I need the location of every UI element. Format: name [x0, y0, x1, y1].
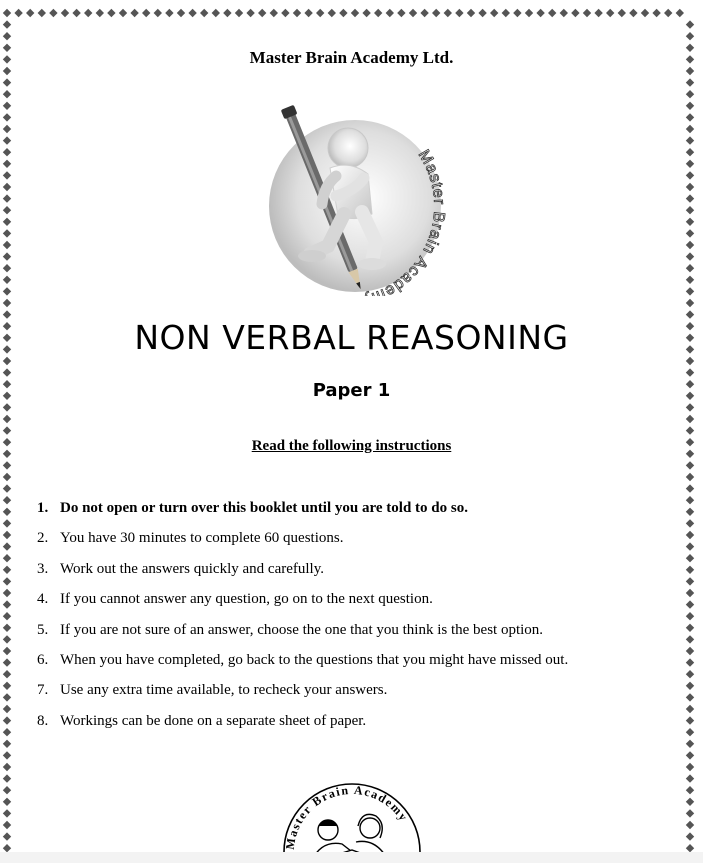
instruction-number: 2. — [37, 530, 49, 547]
border-diamond — [686, 798, 694, 806]
border-diamond — [14, 9, 22, 17]
footer-logo — [272, 780, 432, 863]
border-diamond — [119, 9, 127, 17]
border-diamond — [258, 9, 266, 17]
pencil-figure-icon — [240, 96, 460, 296]
instruction-text: Use any extra time available, to recheck your answers. — [60, 682, 388, 699]
border-diamond — [618, 9, 626, 17]
border-diamond — [686, 299, 694, 307]
border-diamond — [571, 9, 579, 17]
border-diamond — [686, 763, 694, 771]
border-diamond — [686, 809, 694, 817]
border-diamond — [3, 542, 11, 550]
border-diamond — [560, 9, 568, 17]
instruction-item — [37, 678, 687, 708]
border-diamond — [432, 9, 440, 17]
border-diamond — [61, 9, 69, 17]
border-diamond — [328, 9, 336, 17]
border-diamond — [3, 484, 11, 492]
border-diamond — [130, 9, 138, 17]
border-diamond — [293, 9, 301, 17]
instruction-number: 6. — [37, 651, 49, 668]
border-diamond — [72, 9, 80, 17]
border-diamond — [444, 9, 452, 17]
border-diamond — [3, 206, 11, 214]
border-diamond — [3, 252, 11, 260]
border-diamond — [686, 160, 694, 168]
instruction-text: Workings can be done on a separate sheet of paper. — [60, 712, 367, 729]
border-diamond — [3, 241, 11, 249]
paper-number: Paper 1 — [312, 380, 391, 401]
border-diamond — [686, 832, 694, 840]
border-diamond — [3, 183, 11, 191]
border-diamond — [420, 9, 428, 17]
border-diamond — [3, 508, 11, 516]
border-diamond — [686, 32, 694, 40]
instructions-heading: Read the following instructions — [251, 438, 452, 454]
border-diamond — [686, 67, 694, 75]
border-diamond — [3, 125, 11, 133]
border-diamond — [3, 531, 11, 539]
border-diamond — [3, 264, 11, 272]
border-diamond — [3, 276, 11, 284]
border-diamond — [3, 589, 11, 597]
border-diamond — [3, 728, 11, 736]
border-diamond — [686, 751, 694, 759]
border-diamond — [3, 832, 11, 840]
border-diamond — [3, 415, 11, 423]
border-diamond — [686, 508, 694, 516]
instruction-number: 5. — [37, 621, 49, 638]
border-diamond — [641, 9, 649, 17]
border-diamond — [686, 705, 694, 713]
border-diamond — [3, 113, 11, 121]
border-diamond — [3, 670, 11, 678]
border-diamond — [386, 9, 394, 17]
border-diamond — [536, 9, 544, 17]
border-diamond — [3, 32, 11, 40]
border-diamond — [374, 9, 382, 17]
border-diamond — [3, 67, 11, 75]
border-diamond — [3, 403, 11, 411]
border-diamond — [686, 612, 694, 620]
border-diamond — [3, 635, 11, 643]
border-diamond — [686, 740, 694, 748]
instruction-text: If you are not sure of an answer, choose the one that you think is the best option. — [60, 621, 544, 638]
border-diamond — [513, 9, 521, 17]
border-diamond — [3, 612, 11, 620]
border-diamond — [686, 125, 694, 133]
border-diamond — [188, 9, 196, 17]
border-diamond — [3, 148, 11, 156]
border-diamond — [686, 821, 694, 829]
border-diamond — [84, 9, 92, 17]
border-diamond — [3, 299, 11, 307]
border-diamond — [594, 9, 602, 17]
border-diamond — [686, 519, 694, 527]
instruction-item — [37, 526, 687, 556]
border-diamond — [49, 9, 57, 17]
border-diamond — [686, 577, 694, 585]
border-diamond — [686, 357, 694, 365]
border-diamond — [686, 542, 694, 550]
border-diamond — [686, 229, 694, 237]
instruction-item — [37, 618, 687, 648]
border-diamond — [3, 693, 11, 701]
border-diamond — [235, 9, 243, 17]
border-diamond — [686, 728, 694, 736]
border-diamond — [686, 171, 694, 179]
border-diamond — [686, 774, 694, 782]
border-diamond — [3, 658, 11, 666]
border-diamond — [3, 566, 11, 574]
border-diamond — [3, 798, 11, 806]
instructions-list — [37, 496, 687, 739]
border-diamond — [212, 9, 220, 17]
border-diamond — [686, 78, 694, 86]
border-diamond — [686, 241, 694, 249]
border-diamond — [3, 600, 11, 608]
border-diamond — [3, 786, 11, 794]
border-diamond — [200, 9, 208, 17]
border-diamond — [490, 9, 498, 17]
border-diamond — [686, 693, 694, 701]
border-diamond — [3, 577, 11, 585]
border-diamond — [3, 78, 11, 86]
border-diamond — [177, 9, 185, 17]
border-diamond — [270, 9, 278, 17]
instruction-item — [37, 587, 687, 617]
border-diamond — [686, 484, 694, 492]
border-diamond — [107, 9, 115, 17]
border-diamond — [3, 705, 11, 713]
border-diamond — [686, 20, 694, 28]
border-diamond — [686, 368, 694, 376]
border-diamond — [3, 809, 11, 817]
border-diamond — [397, 9, 405, 17]
instruction-number: 8. — [37, 712, 49, 729]
border-diamond — [3, 357, 11, 365]
border-diamond — [362, 9, 370, 17]
border-diamond — [686, 624, 694, 632]
mascot-arc-text: Master Brain Academ — [368, 147, 448, 296]
bottom-bar — [0, 852, 703, 863]
border-diamond — [686, 554, 694, 562]
border-diamond — [3, 287, 11, 295]
border-diamond — [316, 9, 324, 17]
page-title: NON VERBAL REASONING — [134, 318, 569, 357]
border-diamond — [165, 9, 173, 17]
children-reading-icon — [272, 780, 432, 863]
instruction-number: 4. — [37, 591, 49, 608]
border-diamond — [223, 9, 231, 17]
instruction-item — [37, 557, 687, 587]
border-diamond — [686, 589, 694, 597]
border-diamond — [686, 716, 694, 724]
border-diamond — [686, 218, 694, 226]
border-diamond — [686, 658, 694, 666]
border-diamond — [281, 9, 289, 17]
border-diamond — [606, 9, 614, 17]
instruction-text: Work out the answers quickly and carefully. — [60, 560, 324, 577]
border-diamond — [686, 566, 694, 574]
border-diamond — [686, 148, 694, 156]
border-diamond — [3, 136, 11, 144]
border-diamond — [583, 9, 591, 17]
border-diamond — [96, 9, 104, 17]
border-diamond — [686, 287, 694, 295]
border-diamond — [686, 600, 694, 608]
border-diamond — [686, 786, 694, 794]
border-diamond — [686, 264, 694, 272]
border-diamond — [686, 461, 694, 469]
border-diamond — [3, 716, 11, 724]
border-diamond — [686, 206, 694, 214]
mascot-logo — [240, 96, 460, 296]
border-diamond — [3, 821, 11, 829]
border-diamond — [686, 183, 694, 191]
border-diamond — [686, 90, 694, 98]
border-diamond — [3, 774, 11, 782]
border-diamond — [409, 9, 417, 17]
border-diamond — [686, 647, 694, 655]
border-diamond — [3, 160, 11, 168]
border-diamond — [686, 426, 694, 434]
border-diamond — [686, 473, 694, 481]
border-diamond — [3, 368, 11, 376]
border-diamond — [142, 9, 150, 17]
border-diamond — [686, 102, 694, 110]
organization-name: Master Brain Academy Ltd. — [249, 48, 454, 67]
border-diamond — [3, 740, 11, 748]
border-diamond — [686, 682, 694, 690]
instruction-item — [37, 648, 687, 678]
instruction-text: You have 30 minutes to complete 60 questions. — [60, 530, 344, 547]
border-diamond — [3, 763, 11, 771]
border-diamond — [3, 461, 11, 469]
instruction-number: 1. — [37, 500, 49, 516]
border-diamond — [26, 9, 34, 17]
border-diamond — [686, 496, 694, 504]
border-diamond — [686, 194, 694, 202]
border-diamond — [154, 9, 162, 17]
border-diamond — [686, 276, 694, 284]
border-diamond — [686, 136, 694, 144]
border-diamond — [3, 519, 11, 527]
border-diamond — [686, 113, 694, 121]
border-diamond — [3, 90, 11, 98]
border-diamond — [676, 9, 684, 17]
border-diamond — [525, 9, 533, 17]
border-diamond — [686, 670, 694, 678]
border-diamond — [3, 194, 11, 202]
border-diamond — [686, 415, 694, 423]
border-diamond — [38, 9, 46, 17]
border-diamond — [3, 682, 11, 690]
border-diamond — [3, 554, 11, 562]
border-diamond — [686, 531, 694, 539]
instruction-number: 3. — [37, 560, 49, 577]
border-diamond — [351, 9, 359, 17]
border-diamond — [3, 751, 11, 759]
border-diamond — [686, 252, 694, 260]
border-diamond — [3, 218, 11, 226]
instruction-text: If you cannot answer any question, go on to the next question. — [60, 591, 433, 608]
border-diamond — [246, 9, 254, 17]
border-diamond — [3, 496, 11, 504]
border-diamond — [455, 9, 463, 17]
instruction-item — [37, 496, 687, 526]
instruction-item — [37, 709, 687, 739]
border-diamond — [629, 9, 637, 17]
border-diamond — [3, 102, 11, 110]
border-diamond — [304, 9, 312, 17]
border-diamond — [686, 635, 694, 643]
border-diamond — [467, 9, 475, 17]
instruction-number: 7. — [37, 682, 49, 699]
border-diamond — [3, 20, 11, 28]
border-diamond — [3, 473, 11, 481]
border-diamond — [664, 9, 672, 17]
border-diamond — [652, 9, 660, 17]
instruction-text: When you have completed, go back to the questions that you might have missed out. — [60, 651, 569, 668]
border-diamond — [3, 229, 11, 237]
border-diamond — [3, 9, 11, 17]
instruction-text: Do not open or turn over this booklet until you are told to do so. — [60, 500, 468, 516]
border-diamond — [3, 171, 11, 179]
border-diamond — [339, 9, 347, 17]
border-diamond — [478, 9, 486, 17]
border-diamond — [3, 426, 11, 434]
footer-logo-arc-text: Master Brain Academy — [282, 782, 412, 851]
border-diamond — [3, 647, 11, 655]
border-diamond — [548, 9, 556, 17]
border-diamond — [686, 403, 694, 411]
border-diamond — [502, 9, 510, 17]
border-diamond — [3, 624, 11, 632]
